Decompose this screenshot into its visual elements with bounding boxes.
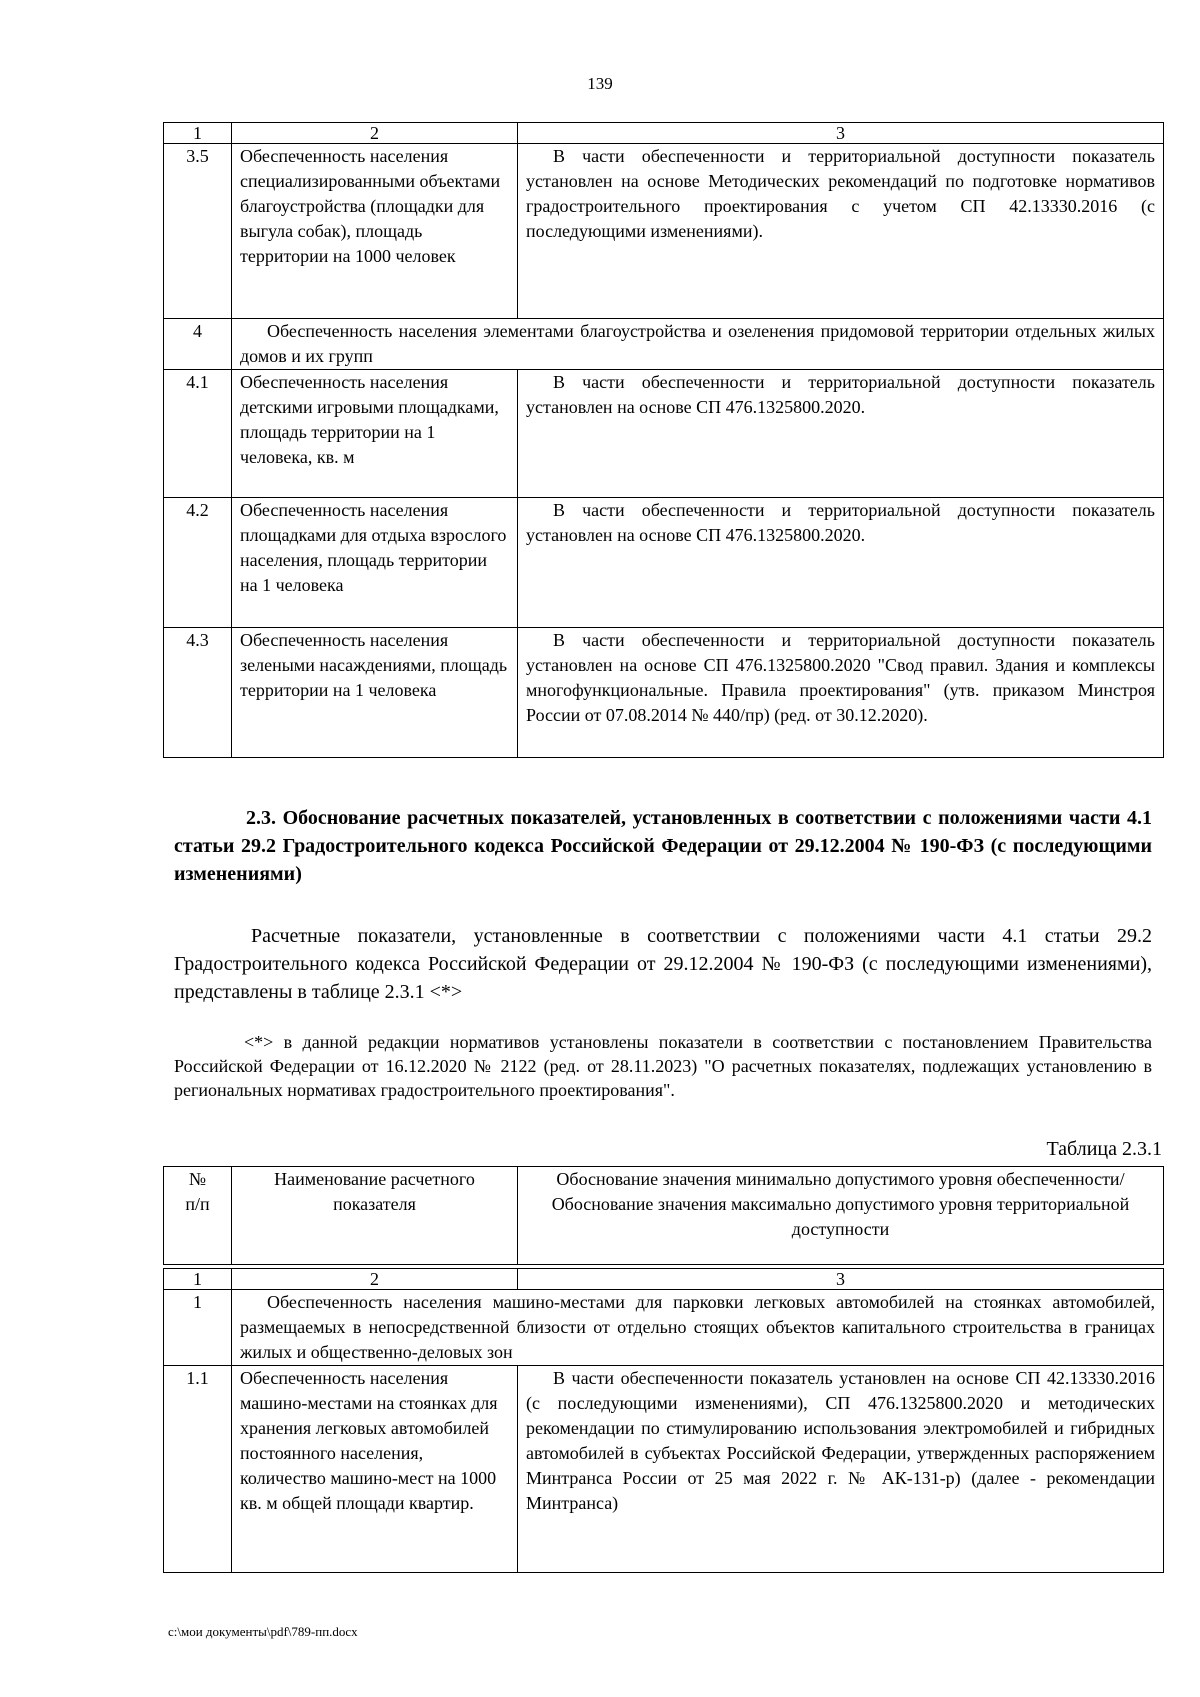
header-basis [518, 1167, 1164, 1265]
column-number-row [164, 1269, 1164, 1290]
table-row [164, 144, 1164, 319]
column-number: 3 [518, 1269, 1164, 1290]
footnote: <*> в данной редакции нормативов установлены показатели в соответствии с постановлением Правительства Российской Федерации от 16.12.2020 № 2122 (ред. от 28.11.2023) "О расчетных показателях, подлежащих установлению в региональных нормативах градостроительного проектирования". [174, 1032, 1152, 1100]
row-number: 4.2 [164, 498, 232, 628]
indicator-name: Обеспеченность населения детскими игровыми площадками, площадь территории на 1 человека, кв. м [232, 370, 518, 498]
footer-file-path: c:\мои документы\pdf\789-пп.docx [168, 1624, 358, 1639]
header-basis-line: Обоснование значения максимально допустимого уровня территориальной доступности [551, 1194, 1130, 1239]
column-number-row [164, 123, 1164, 144]
table-row [164, 628, 1164, 758]
table-caption: Таблица 2.3.1 [1046, 1138, 1162, 1160]
indicator-basis: В части обеспеченности и территориальной доступности показатель установлен на основе СП 476.1325800.2020 "Свод правил. Здания и комплексы многофункциональные. Правила проектирования" (утв. приказом Минстроя России от 07.08.2014 № 440/пр) (ред. от 30.12.2020). [518, 628, 1164, 758]
row-number: 3.5 [164, 144, 232, 319]
table-row [164, 1366, 1164, 1573]
table-row [164, 370, 1164, 498]
column-number: 2 [232, 123, 518, 144]
section-title: 2.3. Обоснование расчетных показателей, установленных в соответствии с положениями части 4.1 статьи 29.2 Градостроительного кодекса Российской Федерации от 29.12.2004 № 190-ФЗ (с последующими изменениями) [174, 807, 1152, 885]
header-number [164, 1167, 232, 1265]
row-number: 1.1 [164, 1366, 232, 1573]
indicator-basis: В части обеспеченности и территориальной доступности показатель установлен на основе Методических рекомендаций по подготовке нормативов градостроительного проектирования с учетом СП 42.13330.2016 (с последующими изменениями). [518, 144, 1164, 319]
column-number: 3 [518, 123, 1164, 144]
indicator-name: Обеспеченность населения площадками для отдыха взрослого населения, площадь территории на 1 человека [232, 498, 518, 628]
header-basis-line: Обоснование значения минимально допустимого уровня обеспеченности/ [556, 1169, 1125, 1189]
header-number-line: № [188, 1169, 207, 1189]
table-group-row [164, 319, 1164, 370]
table-2-3-1-header [163, 1166, 1164, 1265]
indicator-name: Обеспеченность населения специализированными объектами благоустройства (площадки для выгула собак), площадь территории на 1000 человек [232, 144, 518, 319]
header-row [164, 1167, 1164, 1265]
indicator-name: Обеспеченность населения машино-местами на стоянках для хранения легковых автомобилей постоянного населения, количество машино-мест на 1000 кв. м общей площади квартир. [232, 1366, 518, 1573]
indicator-basis: В части обеспеченности и территориальной доступности показатель установлен на основе СП 476.1325800.2020. [518, 498, 1164, 628]
row-number: 4.1 [164, 370, 232, 498]
header-number-line: п/п [185, 1194, 210, 1214]
header-indicator-name: Наименование расчетного показателя [232, 1167, 518, 1265]
indicator-name: Обеспеченность населения зелеными насаждениями, площадь территории на 1 человека [232, 628, 518, 758]
group-heading: Обеспеченность населения машино-местами для парковки легковых автомобилей на стоянках автомобилей, размещаемых в непосредственной близости от отдельно стоящих объектов капитального строительства в границах жилых и общественно-деловых зон [232, 1290, 1164, 1366]
row-number: 1 [164, 1290, 232, 1366]
indicator-basis: В части обеспеченности показатель установлен на основе СП 42.13330.2016 (с последующими изменениями), СП 476.1325800.2020 и методических рекомендации по стимулированию использования электромобилей и гибридных автомобилей в субъектах Российской Федерации, утвержденных распоряжением Минтранса России от 25 мая 2022 г. № АК-131-р) (далее - рекомендации Минтранса) [518, 1366, 1164, 1573]
column-number: 1 [164, 123, 232, 144]
indicators-table-continued [163, 122, 1164, 758]
table-row [164, 498, 1164, 628]
row-number: 4 [164, 319, 232, 370]
group-heading: Обеспеченность населения элементами благоустройства и озеленения придомовой территории отдельных жилых домов и их групп [232, 319, 1164, 370]
indicator-basis: В части обеспеченности и территориальной доступности показатель установлен на основе СП 476.1325800.2020. [518, 370, 1164, 498]
column-number: 1 [164, 1269, 232, 1290]
page-number: 139 [587, 74, 613, 93]
section-paragraph: Расчетные показатели, установленные в соответствии с положениями части 4.1 статьи 29.2 Градостроительного кодекса Российской Федерации от 29.12.2004 № 190-ФЗ (с последующими изменениями), представлены в таблице 2.3.1 <*> [174, 925, 1152, 1003]
table-group-row [164, 1290, 1164, 1366]
column-number: 2 [232, 1269, 518, 1290]
table-2-3-1 [163, 1268, 1164, 1573]
row-number: 4.3 [164, 628, 232, 758]
